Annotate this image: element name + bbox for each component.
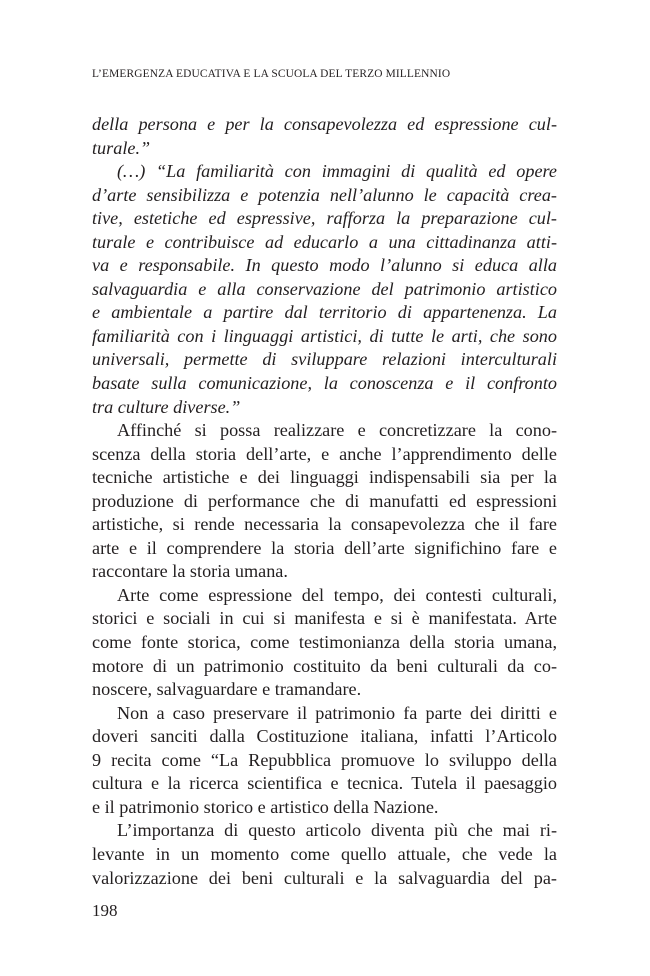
body-line: L’importanza di questo articolo diventa più che mai ri- bbox=[117, 820, 557, 841]
quote-line: tra culture diverse.” bbox=[92, 396, 241, 417]
body-line: artistiche, si rende necessaria la consapevolezza che il fare bbox=[92, 514, 557, 535]
quote-line: familiarità con i linguaggi artistici, di tutte le arti, che sono bbox=[92, 325, 557, 346]
quote-line: tive, estetiche ed espressive, rafforza la preparazione cul- bbox=[92, 208, 557, 229]
running-head: L’EMERGENZA EDUCATIVA E LA SCUOLA DEL TERZO MILLENNIO bbox=[92, 68, 451, 80]
quote-line: (…) “La familiarità con immagini di qualità ed opere bbox=[117, 161, 557, 182]
body-line: e il patrimonio storico e artistico della Nazione. bbox=[92, 796, 439, 817]
body-line: 9 recita come “La Repubblica promuove lo sviluppo della bbox=[92, 749, 557, 770]
body-line: storici e sociali in cui si manifesta e si è manifestata. Arte bbox=[92, 608, 557, 629]
body-line: levante in un momento come quello attuale, che vede la bbox=[92, 843, 557, 864]
body-line: cultura e la ricerca scientifica e tecnica. Tutela il paesaggio bbox=[92, 773, 557, 794]
body-line: produzione di performance che di manufatti ed espressioni bbox=[92, 490, 557, 511]
quote-line: universali, permette di sviluppare relazioni interculturali bbox=[92, 349, 557, 370]
body-line: raccontare la storia umana. bbox=[92, 561, 288, 582]
quote-line: turale.” bbox=[92, 137, 151, 158]
page-number: 198 bbox=[92, 901, 118, 920]
body-line: valorizzazione dei beni culturali e la salvaguardia del pa- bbox=[92, 867, 557, 888]
body-line: motore di un patrimonio costituito da beni culturali da co- bbox=[92, 655, 557, 676]
body-line: noscere, salvaguardare e tramandare. bbox=[92, 679, 362, 700]
quote-line: d’arte sensibilizza e potenzia nell’alunno le capacità crea- bbox=[92, 184, 557, 205]
body-line: Arte come espressione del tempo, dei contesti culturali, bbox=[117, 584, 557, 605]
body-line: tecniche artistiche e dei linguaggi indispensabili sia per la bbox=[92, 467, 557, 488]
body-text bbox=[92, 113, 557, 890]
body-line: doveri sanciti dalla Costituzione italiana, infatti l’Articolo bbox=[92, 726, 557, 747]
quote-line: della persona e per la consapevolezza ed espressione cul- bbox=[92, 114, 557, 134]
quote-line: salvaguardia e alla conservazione del patrimonio artistico bbox=[92, 278, 557, 299]
body-line: come fonte storica, come testimonianza della storia umana, bbox=[92, 632, 557, 653]
quote-line: va e responsabile. In questo modo l’alunno si educa alla bbox=[92, 255, 557, 276]
quote-line: turale e contribuisce ad educarlo a una cittadinanza atti- bbox=[92, 231, 557, 252]
body-line: arte e il comprendere la storia dell’arte significhino fare e bbox=[92, 537, 557, 558]
body-line: Affinché si possa realizzare e concretizzare la cono- bbox=[117, 420, 557, 441]
quote-line: e ambientale a partire dal territorio di appartenenza. La bbox=[92, 302, 557, 323]
body-line: scenza della storia dell’arte, e anche l’apprendimento delle bbox=[92, 443, 557, 464]
body-line: Non a caso preservare il patrimonio fa parte dei diritti e bbox=[117, 702, 557, 723]
quote-line: basate sulla comunicazione, la conoscenza e il confronto bbox=[92, 373, 557, 394]
